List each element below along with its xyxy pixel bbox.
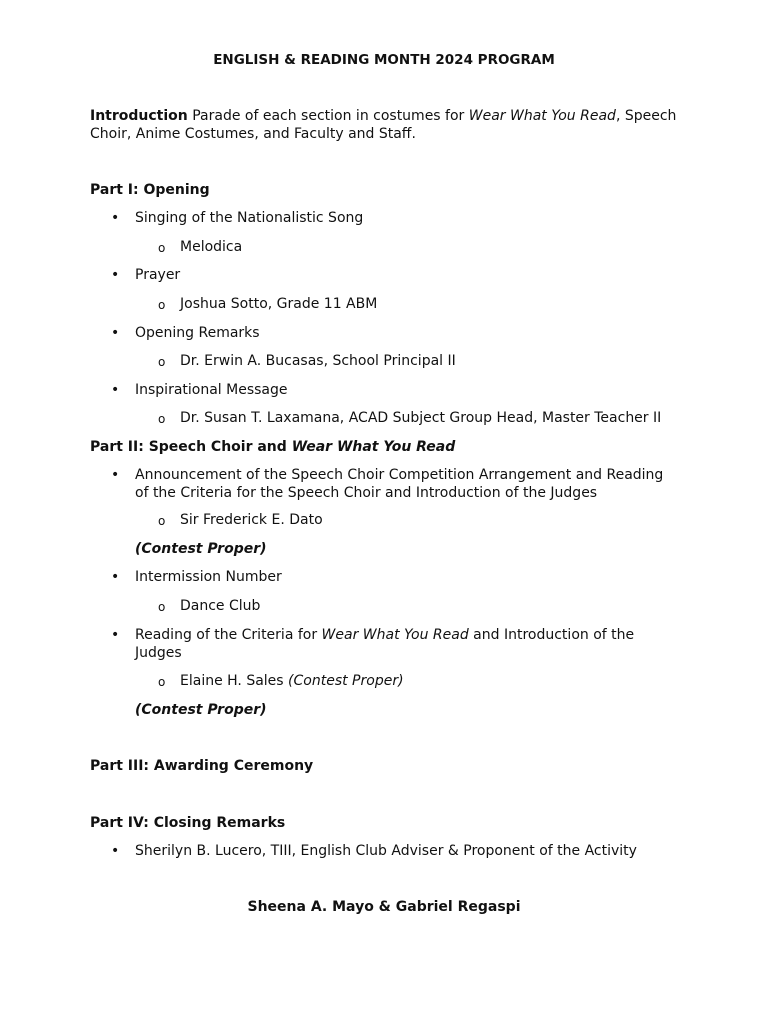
introduction-paragraph — [90, 107, 680, 143]
part3-heading: Part III: Awarding Ceremony — [90, 758, 314, 774]
part2-item-3-text-b: and Introduction of the Judges — [135, 627, 635, 661]
part2-item-3-sub — [180, 672, 680, 690]
part1-item-3-sub: o Dr. Erwin A. Bucasas, School Principal II — [180, 352, 680, 370]
part1-item-4-sub: o Dr. Susan T. Laxamana, ACAD Subject Group Head, Master Teacher II — [180, 409, 680, 427]
part1-item-2: • Prayer — [135, 266, 680, 284]
part2-heading — [90, 438, 455, 456]
signature-names: Sheena A. Mayo & Gabriel Regaspi — [247, 899, 521, 915]
part4-item-1: • Sherilyn B. Lucero, TIII, English Club Adviser & Proponent of the Activity — [135, 842, 680, 860]
part2-item-3-sub-text: Elaine H. Sales — [180, 673, 289, 689]
contest-proper-note-1: (Contest Proper) — [135, 541, 267, 557]
part2-item-3-sub-italic: (Contest Proper) — [288, 673, 404, 689]
part2-item-1: • Announcement of the Speech Choir Competition Arrangement and Reading of the Criteria for the Speech Choir and Introduction of the Judges — [135, 466, 680, 502]
part2-item-3 — [135, 626, 680, 662]
introduction-text-a: Parade of each section in costumes for — [187, 108, 469, 124]
part2-item-2: • Intermission Number — [135, 568, 680, 586]
part1-item-2-sub: o Joshua Sotto, Grade 11 ABM — [180, 295, 680, 313]
part2-item-3-text-a: Reading of the Criteria for — [135, 627, 322, 643]
part2-heading-italic: Wear What You Read — [291, 439, 456, 455]
introduction-text-b: , Speech Choir, Anime Costumes, and Faculty and Staff. — [90, 108, 677, 142]
part2-item-1-sub: o Sir Frederick E. Dato — [180, 511, 680, 529]
part1-item-3: • Opening Remarks — [135, 324, 680, 342]
part1-item-4: • Inspirational Message — [135, 381, 680, 399]
part1-item-1-sub: o Melodica — [180, 238, 680, 256]
part2-item-2-sub: o Dance Club — [180, 597, 680, 615]
part2-item-3-italic: Wear What You Read — [321, 627, 469, 643]
part1-heading: Part I: Opening — [90, 182, 210, 198]
introduction-label: Introduction — [90, 108, 188, 124]
part1-item-1: • Singing of the Nationalistic Song — [135, 209, 680, 227]
part4-heading: Part IV: Closing Remarks — [90, 815, 286, 831]
contest-proper-note-2: (Contest Proper) — [135, 702, 267, 718]
part2-heading-text: Part II: Speech Choir and — [90, 439, 292, 455]
program-title: ENGLISH & READING MONTH 2024 PROGRAM — [213, 52, 555, 68]
introduction-text-italic: Wear What You Read — [468, 108, 616, 124]
